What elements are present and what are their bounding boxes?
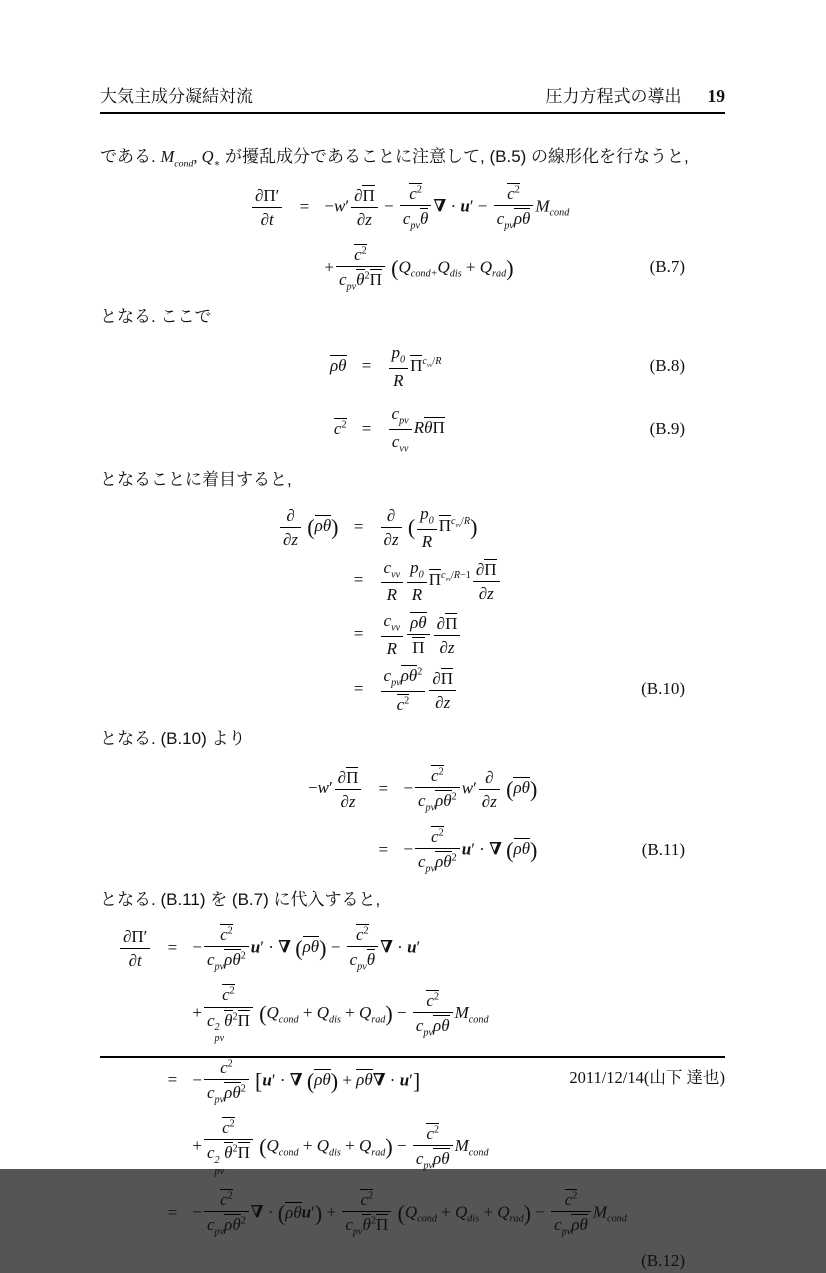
equation-lhs: $\frac{\partial\Pi'}{\partial t}$ — [250, 186, 284, 229]
equation-number: (B.11) — [641, 839, 685, 859]
equation-relation: = — [353, 516, 364, 536]
equation-relation: = — [299, 196, 310, 216]
equation-lhs: $c^2$ — [333, 418, 347, 438]
equation-rhs: $c_{pv}$ $c_{vv}$ RθΠ — [387, 404, 650, 455]
paragraph-intro: である. $M_{cond}$, $Q_∗$ が擾乱成分であることに注意して, (B.5) の線形化を行なうと, — [100, 147, 689, 170]
equation-rhs: − $c^2$ $c_{pv}\rho\theta^2$ [u′ · ∇ (ρθ) + ρθ∇ · u′] — [192, 1057, 421, 1105]
equation-lhs: ρθ — [330, 356, 347, 376]
page-footer — [100, 1056, 725, 1088]
header-left-title: 大気主成分凝結対流 — [100, 87, 253, 106]
equation-relation: = — [353, 624, 364, 644]
equation-rhs: $c_{pv}\rho\theta^2$ $c^2$ $\frac{\partial\Pi}{\partial z}$ — [379, 665, 642, 714]
equation-rhs: + $c^2$ $c_{pv}\theta^2\Pi$ $(Q_{cond+}Q_{dis} + Q_{rad})$ — [324, 244, 514, 292]
equation-number: (B.8) — [649, 356, 685, 376]
equation-b12 — [118, 924, 725, 1273]
equation-rhs: + $c^2$ c 2 pv $\theta^2\Pi$ $(Q_{cond} + Q_{dis} + Q_{rad})$ − $c^2$ $c_{pv}\rho\theta$ $M_{cond}$ — [192, 985, 489, 1045]
page-number: 19 — [707, 86, 725, 106]
equation-b7 — [250, 183, 725, 293]
header-section-title: 圧力方程式の導出 — [545, 87, 682, 106]
equation-number: (B.7) — [649, 257, 685, 277]
equation-lhs: −w′ $\frac{\partial\Pi}{\partial z}$ — [308, 767, 363, 811]
equation-b11 — [308, 765, 725, 875]
equation-number: (B.12) — [641, 1251, 685, 1271]
page-header — [100, 82, 725, 114]
equation-relation: = — [353, 679, 364, 699]
equation-relation: = — [361, 356, 372, 376]
equation-b10 — [278, 504, 725, 714]
equation-lhs: $\frac{\partial\Pi'}{\partial t}$ — [118, 927, 152, 970]
equation-rhs: − $c^2$ $c_{pv}\rho\theta^2$ u′ · ∇ (ρθ) — [403, 826, 538, 875]
header-right — [546, 82, 726, 107]
equation-rhs: ∂ ∂z ( $\frac{p_0}{R}$ $\Pi^{c_{vv}/R}$) — [379, 504, 642, 551]
equation-rhs: − $c^2$ $c_{pv}\rho\theta^2$ w′ ∂ ∂z (ρθ) — [403, 766, 538, 814]
paragraph-substitute: となる. (B.11) を (B.7) に代入すると, — [100, 889, 381, 909]
equation-relation: = — [167, 1203, 178, 1223]
equation-relation: = — [167, 1070, 178, 1090]
equation-number: (B.9) — [649, 418, 685, 438]
equation-rhs: $c_{vv}$ R $\frac{p_0}{R}$ $\Pi^{c_{vv}/R-1}$ $\frac{\partial\Pi}{\partial z}$ — [379, 558, 642, 605]
equation-b8-b9 — [330, 343, 725, 454]
paragraph-note: となることに着目すると, — [100, 469, 292, 489]
equation-relation: = — [361, 418, 372, 438]
footer-date-author: 2011/12/14(山下 達也) — [569, 1068, 725, 1087]
equation-rhs: −w′ $\frac{\partial\Pi}{\partial z}$ − $c^2$ $c_{pv}\theta$ ∇ · u′ − $c^2$ $c_{pv}\rho\theta$ $M_{cond}$ — [324, 183, 570, 232]
equation-rhs: $\frac{p_0}{R}$ $\Pi^{c_{vv}/R}$ — [387, 343, 650, 390]
equation-rhs: + $c^2$ c 2 pv $\theta^2\Pi$ $(Q_{cond} + Q_{dis} + Q_{rad})$ − $c^2$ $c_{pv}\rho\theta$ $M_{cond}$ — [192, 1118, 489, 1178]
equation-number: (B.10) — [641, 679, 685, 699]
equation-lhs: ∂ ∂z (ρθ) — [278, 506, 339, 549]
paragraph-here: となる. ここで — [100, 307, 212, 327]
equation-relation: = — [378, 778, 389, 798]
equation-relation: = — [353, 570, 364, 590]
equation-relation: = — [378, 839, 389, 859]
paragraph-from-b10: となる. (B.10) より — [100, 729, 246, 749]
equation-relation: = — [167, 937, 178, 957]
equation-rhs: $c_{vv}$ R $\frac{\rho\theta}{\Pi}$ $\frac{\partial\Pi}{\partial z}$ — [379, 611, 642, 658]
equation-rhs: − $c^2$ $c_{pv}\rho\theta^2$ ∇ · (ρθu′) + $c^2$ $c_{pv}\theta^2\Pi$ $(Q_{cond} + Q_{dis} + Q_{rad})$ − $c^2$ $c_{pv}\rho\theta$ $M_{cond}$ — [192, 1190, 627, 1238]
equation-rhs: − $c^2$ $c_{pv}\rho\theta^2$ u′ · ∇ (ρθ) − $c^2$ $c_{pv}\theta$ ∇ · u′ — [192, 924, 421, 973]
